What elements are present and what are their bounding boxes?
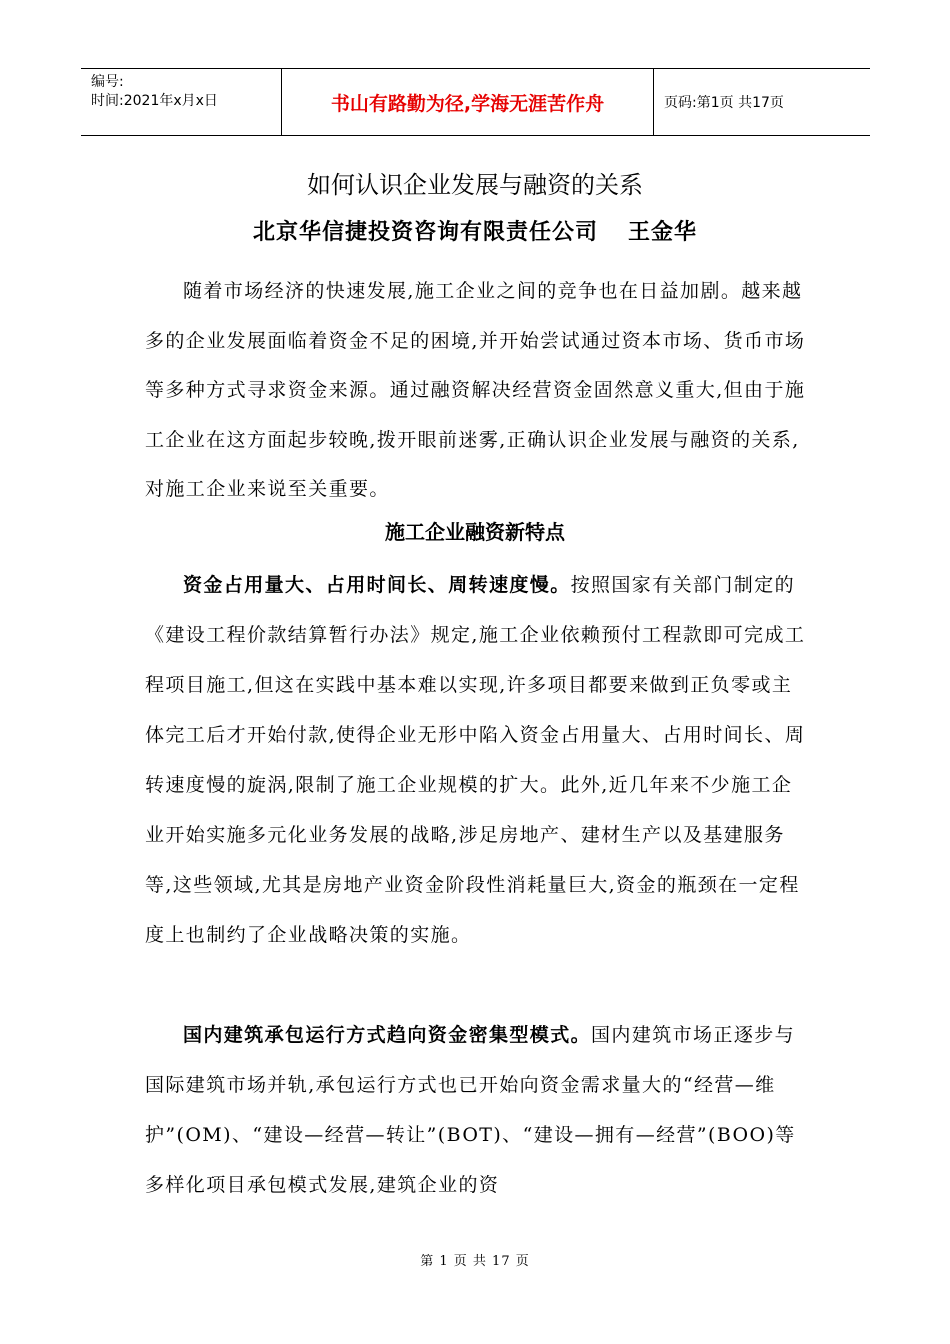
author-company: 北京华信捷投资咨询有限责任公司 — [252, 219, 598, 245]
paragraph-lead: 资金占用量大、占用时间长、周转速度慢。 — [183, 574, 571, 596]
page-footer: 第 1 页 共 17 页 — [420, 1254, 530, 1269]
header-page-info: 页码:第1页 共17页 — [664, 95, 784, 111]
document-time-label: 时间:2021年x月x日 — [91, 93, 218, 109]
header-motto: 书山有路勤为径,学海无涯苦作舟 — [282, 69, 654, 135]
author-name: 王金华 — [628, 219, 698, 245]
document-author-line — [0, 217, 950, 247]
header-meta-cell — [81, 69, 282, 135]
body-paragraph — [145, 1010, 807, 1210]
paragraph-text: 按照国家有关部门制定的《建设工程价款结算暂行办法》规定,施工企业依赖预付工程款即可完成工程项目施工,但这在实践中基本难以实现,许多项目都要来做到正负零或主体完工后才开始付款,使得企业无形中陷入资金占用量大、占用时间长、周转速度慢的旋涡,限制了施工企业规模的扩大。此外,近几年来不少施工企业开始实施多元化业务发展的战略,涉足房地产、建材生产以及基建服务等,这些领域,尤其是房地产业资金阶段性消耗量巨大,资金的瓶颈在一定程度上也制约了企业战略决策的实施。 — [145, 574, 806, 946]
document-title: 如何认识企业发展与融资的关系 — [307, 171, 643, 199]
section-heading: 施工企业融资新特点 — [385, 520, 565, 544]
document-header-table — [81, 68, 870, 136]
paragraph-text: 国内建筑市场正逐步与国际建筑市场并轨,承包运行方式也已开始向资金需求量大的“经营—维护”(OM)、“建设—经营—转让”(BOT)、“建设—拥有—经营”(BOO)等多样化项目承包模式发展,建筑企业的资 — [145, 1024, 796, 1196]
body-paragraph — [145, 560, 807, 960]
intro-paragraph: 随着市场经济的快速发展,施工企业之间的竞争也在日益加剧。越来越多的企业发展面临着资金不足的困境,并开始尝试通过资本市场、货币市场等多种方式寻求资金来源。通过融资解决经营资金固然意义重大,但由于施工企业在这方面起步较晚,拨开眼前迷雾,正确认识企业发展与融资的关系,对施工企业来说至关重要。 — [145, 280, 806, 500]
paragraph-lead: 国内建筑承包运行方式趋向资金密集型模式。 — [183, 1024, 592, 1046]
document-number-label: 编号: — [91, 74, 124, 90]
